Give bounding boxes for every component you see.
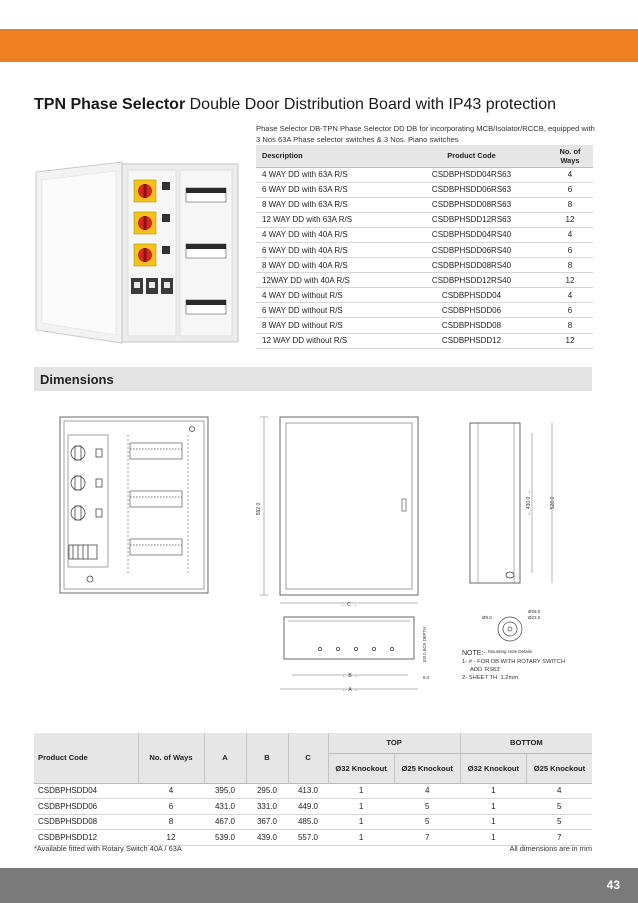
spec-cell: 6 WAY DD with 40A R/S	[256, 242, 396, 257]
dim-cell: 1	[460, 783, 526, 799]
spec-cell: 12	[547, 333, 593, 348]
dim-col-ways: No. of Ways	[138, 733, 204, 783]
spec-cell: CSDBPHSDD08RS40	[396, 258, 547, 273]
table-row	[256, 167, 593, 182]
dim-cell: 485.0	[288, 814, 328, 830]
table-row	[256, 258, 593, 273]
spec-cell: 8	[547, 318, 593, 333]
spec-cell: CSDBPHSDD08	[396, 318, 547, 333]
dim-cell: 367.0	[246, 814, 288, 830]
dim-cell: 4	[526, 783, 592, 799]
dim-cell: 7	[394, 830, 460, 846]
table-row	[256, 273, 593, 288]
spec-cell: 12 WAY DD without R/S	[256, 333, 396, 348]
spec-cell: CSDBPHSDD04RS63	[396, 167, 547, 182]
dim-cell: 467.0	[204, 814, 246, 830]
spec-cell: 12	[547, 212, 593, 227]
piano-switch-icon	[131, 278, 173, 294]
dim-cell: 1	[460, 830, 526, 846]
dim-group-bottom: BOTTOM	[460, 733, 592, 753]
dimensions-heading: Dimensions	[40, 372, 114, 387]
table-row	[256, 197, 593, 212]
dim-table-group-header	[34, 733, 592, 753]
spec-cell: 6	[547, 182, 593, 197]
spec-cell: CSDBPHSDD08RS63	[396, 197, 547, 212]
dim-cell: 1	[328, 830, 394, 846]
spec-cell: CSDBPHSDD12RS63	[396, 212, 547, 227]
dim-cell: 1	[460, 799, 526, 815]
front-view	[260, 417, 418, 603]
spec-cell: 12WAY DD with 40A R/S	[256, 273, 396, 288]
dim-cell: 331.0	[246, 799, 288, 815]
rotary-switch-icon	[134, 212, 156, 234]
drawing-notes	[462, 650, 565, 682]
spec-cell: CSDBPHSDD12RS40	[396, 273, 547, 288]
title-rest: Double Door Distribution Board with IP43 protection	[185, 96, 557, 113]
spec-cell: 8 WAY DD without R/S	[256, 318, 396, 333]
spec-cell: CSDBPHSDD12	[396, 333, 547, 348]
spec-cell: 4	[547, 227, 593, 242]
dim-cell: 6	[138, 799, 204, 815]
dim-cell: CSDBPHSDD12	[34, 830, 138, 846]
table-row	[256, 227, 593, 242]
dim-col-bottom-25: Ø25 Knockout	[526, 753, 592, 783]
dim-cell: 295.0	[246, 783, 288, 799]
dimensions-heading-bar	[34, 367, 592, 391]
dim-col-b: B	[246, 733, 288, 783]
product-photo	[34, 160, 242, 345]
dim-cell: 5	[526, 814, 592, 830]
dim-cell: 439.0	[246, 830, 288, 846]
note-line: 1- # - FOR DB WITH ROTARY SWITCH	[462, 659, 566, 665]
internal-layout-view	[60, 417, 208, 593]
table-row	[34, 814, 592, 830]
dim-cell: 539.0	[204, 830, 246, 846]
spec-cell: 8	[547, 197, 593, 212]
title-bold: TPN Phase Selector	[34, 96, 186, 113]
dim-col-top-25: Ø25 Knockout	[394, 753, 460, 783]
dim-528-label: 528.0	[550, 496, 556, 510]
dim-cell: 5	[394, 799, 460, 815]
dim-cell: 449.0	[288, 799, 328, 815]
spec-cell: CSDBPHSDD04	[396, 288, 547, 303]
dim-cell: 7	[526, 830, 592, 846]
dim-col-a: A	[204, 733, 246, 783]
spec-cell: 12	[547, 273, 593, 288]
rotary-switch-icon	[134, 244, 156, 266]
dim-cell: 5	[394, 814, 460, 830]
mounting-hole-caption: Mounting Hole Details	[487, 649, 533, 654]
dim-cell: 1	[328, 814, 394, 830]
spec-cell: 8	[547, 258, 593, 273]
table-row	[256, 333, 593, 348]
dim-cell: CSDBPHSDD04	[34, 783, 138, 799]
table-row	[256, 318, 593, 333]
height-label: 592.0	[256, 502, 262, 516]
spec-cell: 6	[547, 303, 593, 318]
dim-430-label: ← 430.0 →	[526, 490, 532, 516]
dim-col-bottom-32: Ø32 Knockout	[460, 753, 526, 783]
dim-cell: 12	[138, 830, 204, 846]
dim-cell: CSDBPHSDD06	[34, 799, 138, 815]
dim-cell: 4	[138, 783, 204, 799]
dim-cell: 395.0	[204, 783, 246, 799]
table-row	[256, 288, 593, 303]
footnote: *Available fitted with Rotary Switch 40A / 63A	[34, 844, 182, 853]
dim-cell: CSDBPHSDD08	[34, 814, 138, 830]
dimension-table	[34, 733, 592, 846]
dim-d22-label: Ø22.0	[528, 615, 541, 620]
spec-cell: 4	[547, 167, 593, 182]
dim-cell: 4	[394, 783, 460, 799]
dim-cell: 413.0	[288, 783, 328, 799]
dim-col-product-code: Product Code	[34, 733, 138, 783]
dim-cell: 1	[460, 814, 526, 830]
table-row	[256, 242, 593, 257]
spec-cell: 8 WAY DD with 40A R/S	[256, 258, 396, 273]
dim-a-label: ← A →	[342, 687, 358, 693]
spec-col-description: Description	[256, 145, 396, 167]
dim-cell: 557.0	[288, 830, 328, 846]
table-row	[34, 799, 592, 815]
dim-d28-label: Ø28.0	[528, 609, 541, 614]
units-note: All dimensions are in mm	[509, 844, 592, 853]
table-row	[256, 182, 593, 197]
dim-cell: 8	[138, 814, 204, 830]
header-accent-bar	[0, 29, 638, 62]
table-row	[256, 303, 593, 318]
dim-c-label: ← C →	[340, 602, 358, 608]
spec-col-ways: No. of Ways	[547, 145, 593, 167]
dim-cell: 5	[526, 799, 592, 815]
dim-col-top-32: Ø32 Knockout	[328, 753, 394, 783]
spec-cell: 12 WAY DD with 63A R/S	[256, 212, 396, 227]
table-row	[34, 830, 592, 846]
spec-table	[256, 145, 593, 349]
side-view	[470, 423, 552, 583]
dim-5-label: 5.0	[422, 675, 430, 680]
mounting-hole-detail	[498, 617, 522, 641]
page-title	[34, 96, 556, 114]
spec-cell: 4 WAY DD with 63A R/S	[256, 167, 396, 182]
spec-cell: CSDBPHSDD06	[396, 303, 547, 318]
page-number: 43	[606, 878, 620, 892]
dim-col-c: C	[288, 733, 328, 783]
spec-cell: 4	[547, 288, 593, 303]
dim-group-top: TOP	[328, 733, 460, 753]
spec-col-product-code: Product Code	[396, 145, 547, 167]
footer-bar	[0, 868, 638, 903]
table-row	[34, 783, 592, 799]
spec-cell: CSDBPHSDD06RS40	[396, 242, 547, 257]
spec-table-header	[256, 145, 593, 167]
dim-cell: 1	[328, 783, 394, 799]
table-row	[256, 212, 593, 227]
dim-b-label: ← B →	[341, 673, 359, 679]
box-depth-label: 100.0 BOX DEPTH	[422, 627, 427, 663]
spec-cell: 6	[547, 242, 593, 257]
note-line: ADD 'RS63'	[470, 667, 501, 673]
dim-cell: 1	[328, 799, 394, 815]
note-line: 2- SHEET TH. 1.2mm	[462, 675, 519, 681]
spec-cell: CSDBPHSDD04RS40	[396, 227, 547, 242]
spec-cell: 4 WAY DD without R/S	[256, 288, 396, 303]
dim-cell: 431.0	[204, 799, 246, 815]
spec-cell: CSDBPHSDD06RS63	[396, 182, 547, 197]
spec-cell: 4 WAY DD with 40A R/S	[256, 227, 396, 242]
rotary-switch-icon	[134, 180, 156, 202]
spec-cell: 6 WAY DD with 63A R/S	[256, 182, 396, 197]
spec-cell: 6 WAY DD without R/S	[256, 303, 396, 318]
spec-cell: 8 WAY DD with 63A R/S	[256, 197, 396, 212]
product-description: Phase Selector DB-TPN Phase Selector DD DB for incorporating MCB/Isolator/RCCB, equipped with 3 Nos 63A Phase selector switches & 3 Nos. Piano switches	[256, 124, 595, 144]
notes-title: NOTE:-	[462, 650, 486, 657]
dim-d8-label: Ø8.0	[482, 615, 492, 620]
